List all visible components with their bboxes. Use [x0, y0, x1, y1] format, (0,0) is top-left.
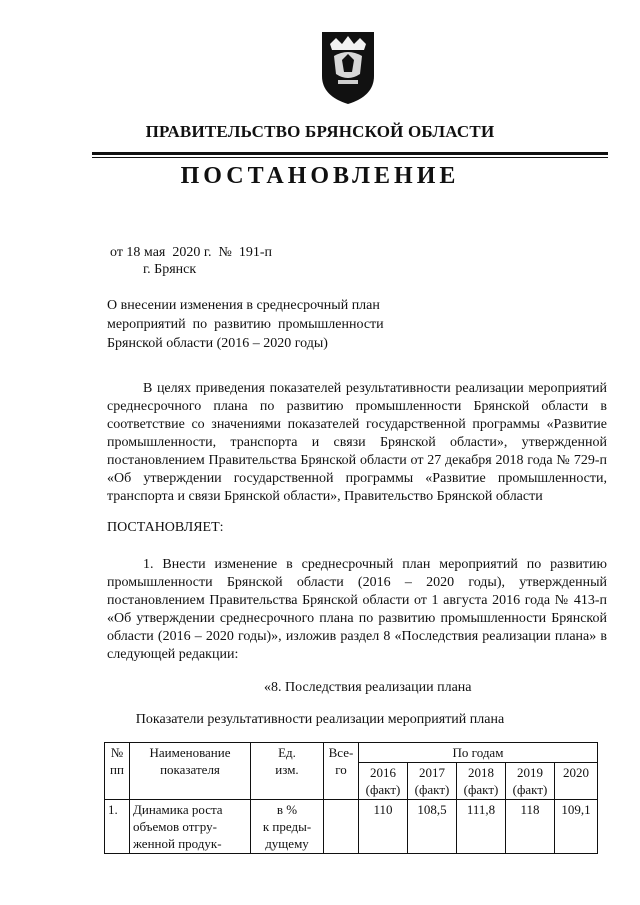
government-name: ПРАВИТЕЛЬСТВО БРЯНСКОЙ ОБЛАСТИ [145, 122, 495, 141]
date-and-number: от 18 мая 2020 г. № 191-п [110, 245, 273, 260]
header-total: Все- го [324, 743, 359, 800]
subject-line-2: мероприятий по развитию промышленности [107, 317, 384, 332]
header-by-years: По годам [359, 743, 598, 763]
row-1-num: 1. [105, 800, 130, 854]
resolves-word: ПОСТАНОВЛЯЕТ: [107, 520, 224, 535]
header-unit: Ед. изм. [251, 743, 324, 800]
table-caption: Показатели результативности реализации мероприятий плана [135, 712, 505, 727]
subject-line-1: О внесении изменения в среднесрочный план [107, 298, 380, 313]
row-1-value-2019: 118 [506, 800, 555, 854]
header-year-2018: 2018 (факт) [457, 763, 506, 800]
city: г. Брянск [143, 262, 197, 277]
row-1-name: Динамика роста объемов отгру- женной продук- [130, 800, 251, 854]
header-num: № пп [105, 743, 130, 800]
header-year-2017: 2017 (факт) [408, 763, 457, 800]
document-type-title: ПОСТАНОВЛЕНИЕ [180, 163, 460, 189]
header-rule-thick [92, 152, 608, 155]
header-year-2019: 2019 (факт) [506, 763, 555, 800]
indicators-table [104, 742, 598, 854]
header-name: Наименование показателя [130, 743, 251, 800]
header-year-2020: 2020 [555, 763, 598, 800]
row-1-value-2020: 109,1 [555, 800, 598, 854]
row-1-value-2017: 108,5 [408, 800, 457, 854]
subject-line-3: Брянской области (2016 – 2020 годы) [107, 336, 328, 351]
table-row [105, 800, 598, 854]
coat-of-arms-emblem [320, 30, 376, 106]
row-1-value-2016: 110 [359, 800, 408, 854]
preamble-paragraph: В целях приведения показателей результативности реализации мероприятий среднесрочного плана по развитию промышленности Брянской области в соответствие со значениями показателей государственной программы «Развитие промышленности, транспорта и связи Брянской области», утвержденной постановлением Правительства Брянской области от 27 декабря 2018 года № 729-п «Об утверждении государственной программы «Развитие промышленности, транспорта и связи Брянской области», Правительство Брянской области [107, 381, 607, 504]
header-rule-thin [92, 157, 608, 158]
row-1-unit: в % к преды- дущему [251, 800, 324, 854]
section-8-heading: «8. Последствия реализации плана [264, 680, 472, 695]
document-subject [107, 296, 407, 353]
row-1-total [324, 800, 359, 854]
header-year-2016: 2016 (факт) [359, 763, 408, 800]
row-1-value-2018: 111,8 [457, 800, 506, 854]
item-1-paragraph: 1. Внести изменение в среднесрочный план мероприятий по развитию промышленности Брянской области (2016 – 2020 годы), утвержденный постановлением Правительства Брянской области от 1 августа 2016 года № 413-п «Об утверждении среднесрочного плана по развитию промышленности Брянской области (2016 – 2020 годы)», изложив раздел 8 «Последствия реализации плана» в следующей редакции: [107, 557, 607, 662]
